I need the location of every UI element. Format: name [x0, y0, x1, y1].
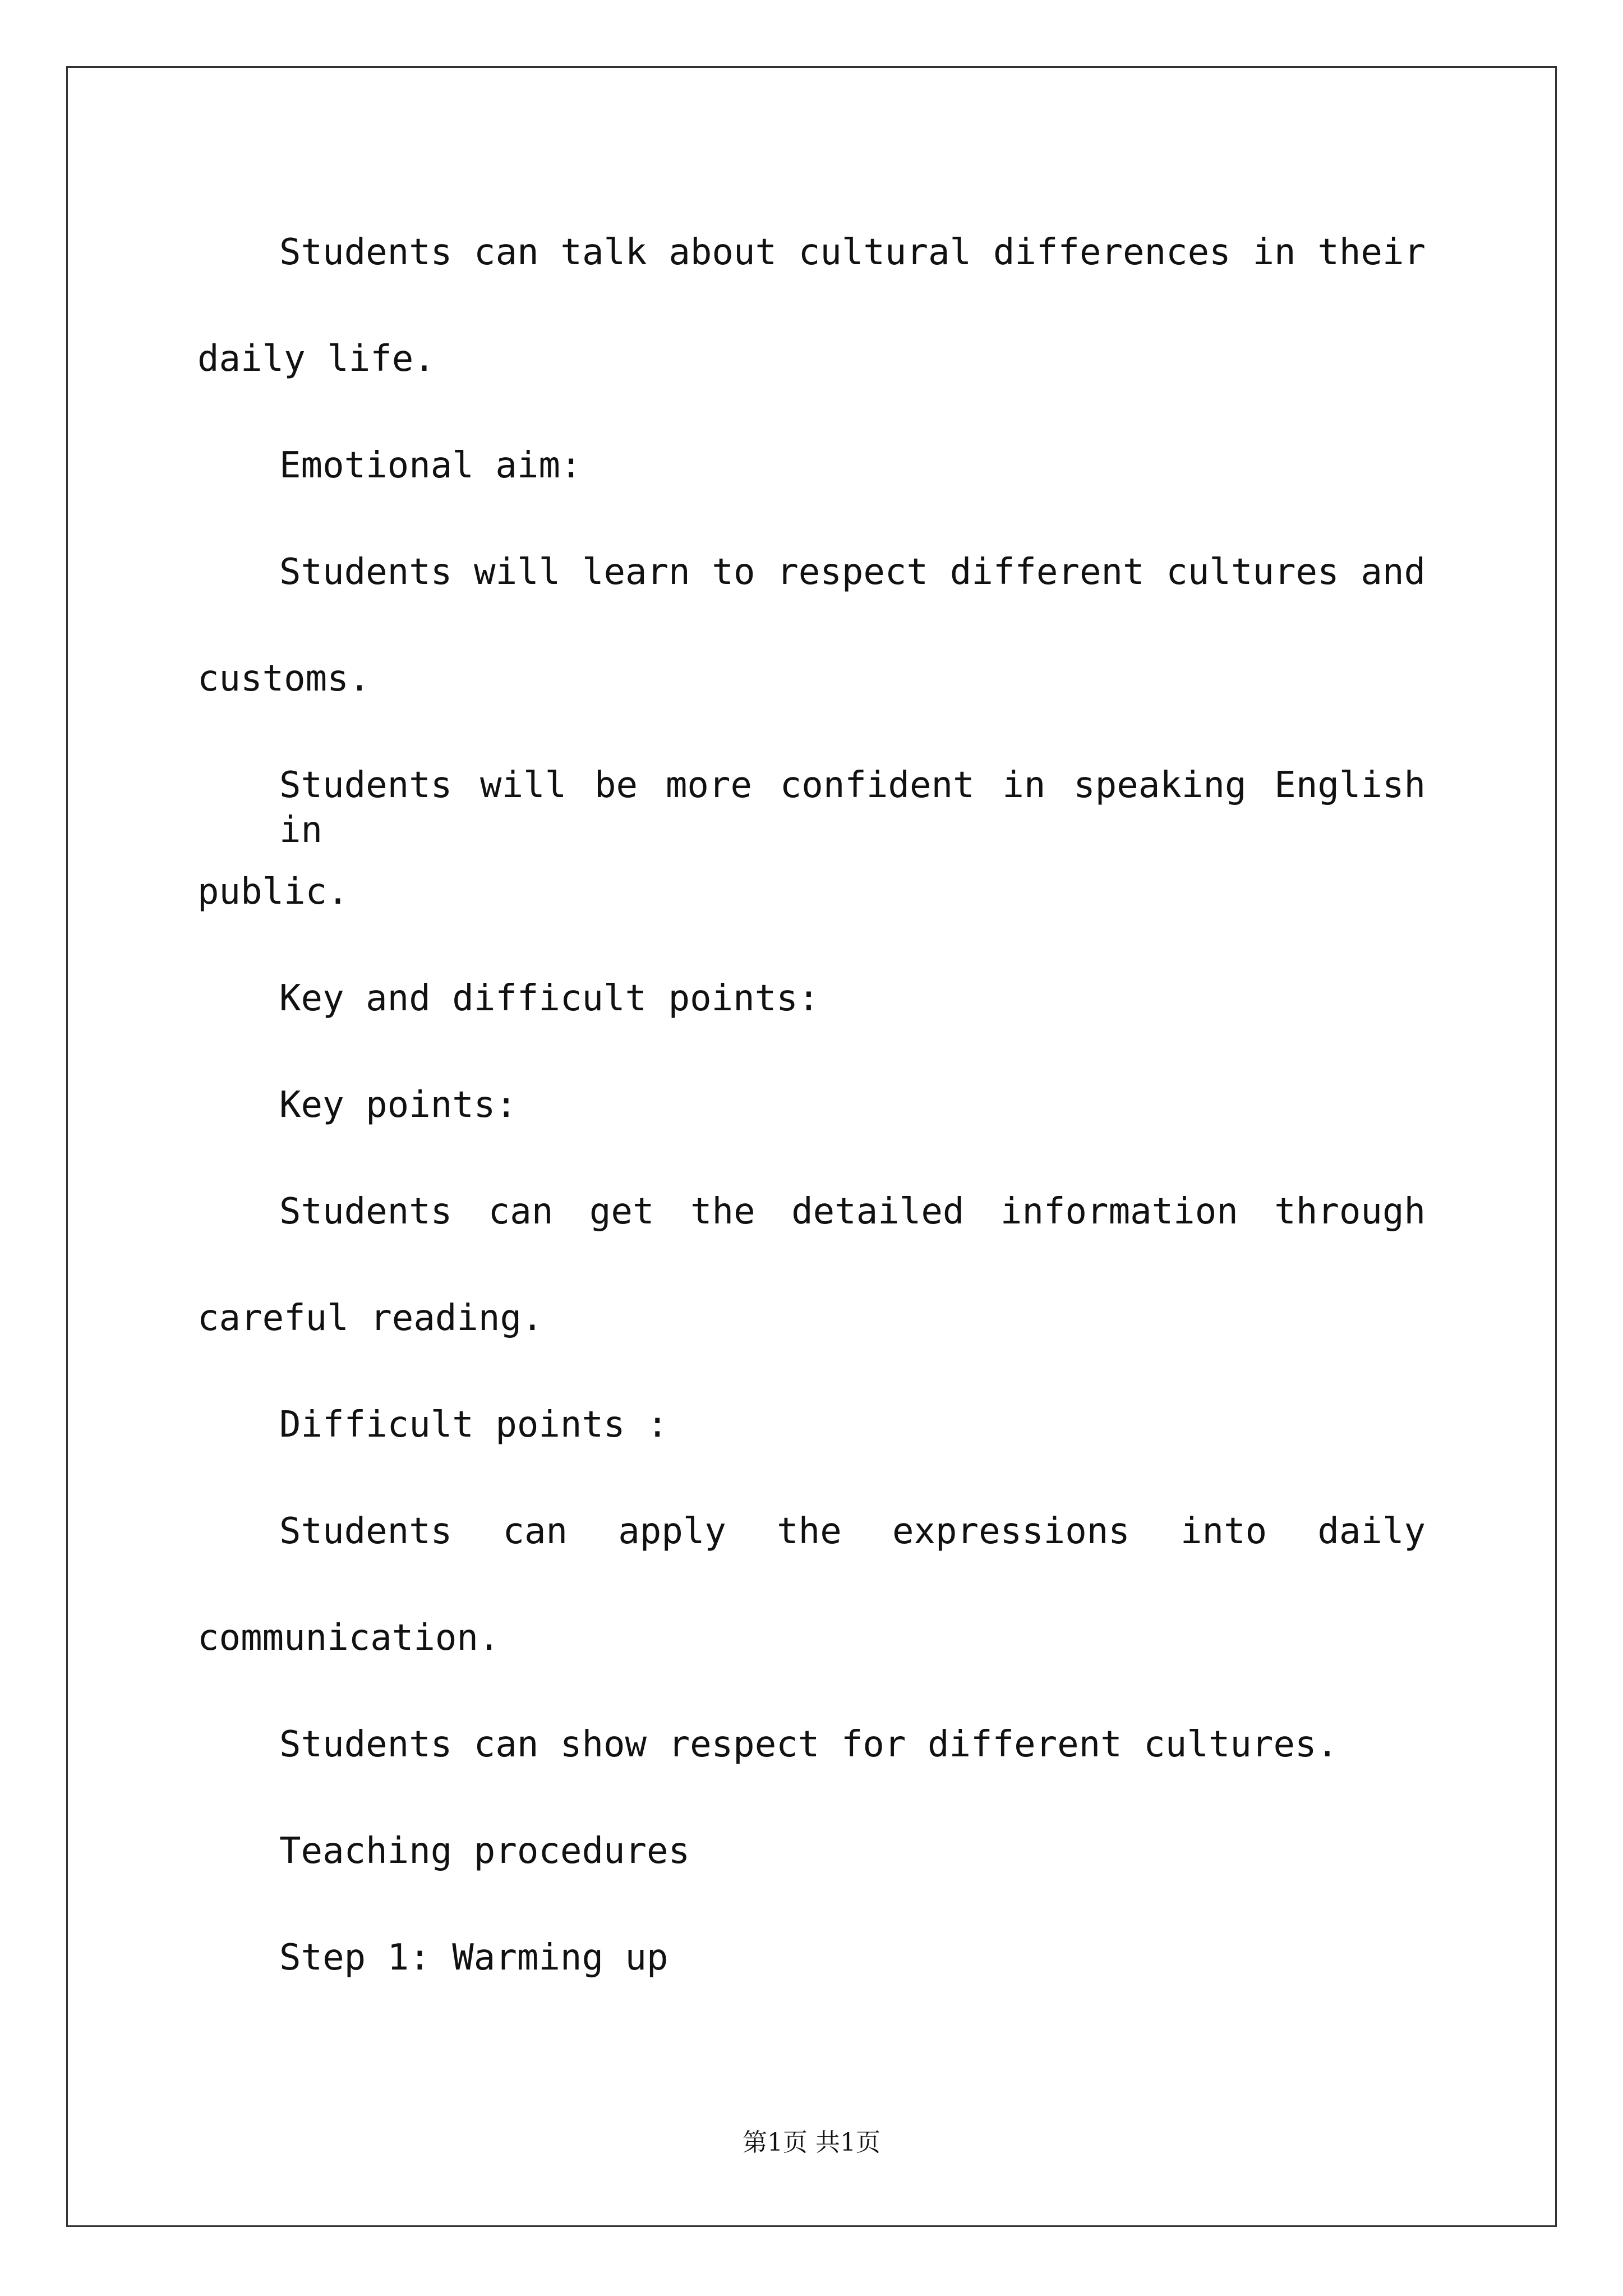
paragraph-line: public. [197, 871, 349, 913]
paragraph-line: Students can show respect for different cultures. [279, 1724, 1339, 1765]
section-heading: Difficult points : [279, 1404, 668, 1446]
paragraph-line: daily life. [197, 338, 435, 380]
paragraph-line: Students will be more confident in speaking English in [279, 765, 1426, 851]
paragraph-line: communication. [197, 1617, 500, 1659]
paragraph-line: Students will learn to respect different cultures and [279, 551, 1426, 593]
paragraph-line: careful reading. [197, 1297, 543, 1339]
page-border [66, 66, 1557, 2227]
paragraph-line: customs. [197, 658, 371, 700]
paragraph-line: Students can apply the expressions into daily [279, 1511, 1426, 1552]
page-footer: 第1页 共1页 [743, 2128, 880, 2157]
section-heading: Key and difficult points: [279, 978, 820, 1019]
section-heading: Step 1: Warming up [279, 1937, 668, 1978]
paragraph-line: Students can talk about cultural differences in their [279, 232, 1426, 273]
section-heading: Emotional aim: [279, 445, 582, 486]
paragraph-line: Students can get the detailed information through [279, 1191, 1426, 1232]
section-heading: Teaching procedures [279, 1830, 690, 1872]
section-heading: Key points: [279, 1084, 517, 1126]
